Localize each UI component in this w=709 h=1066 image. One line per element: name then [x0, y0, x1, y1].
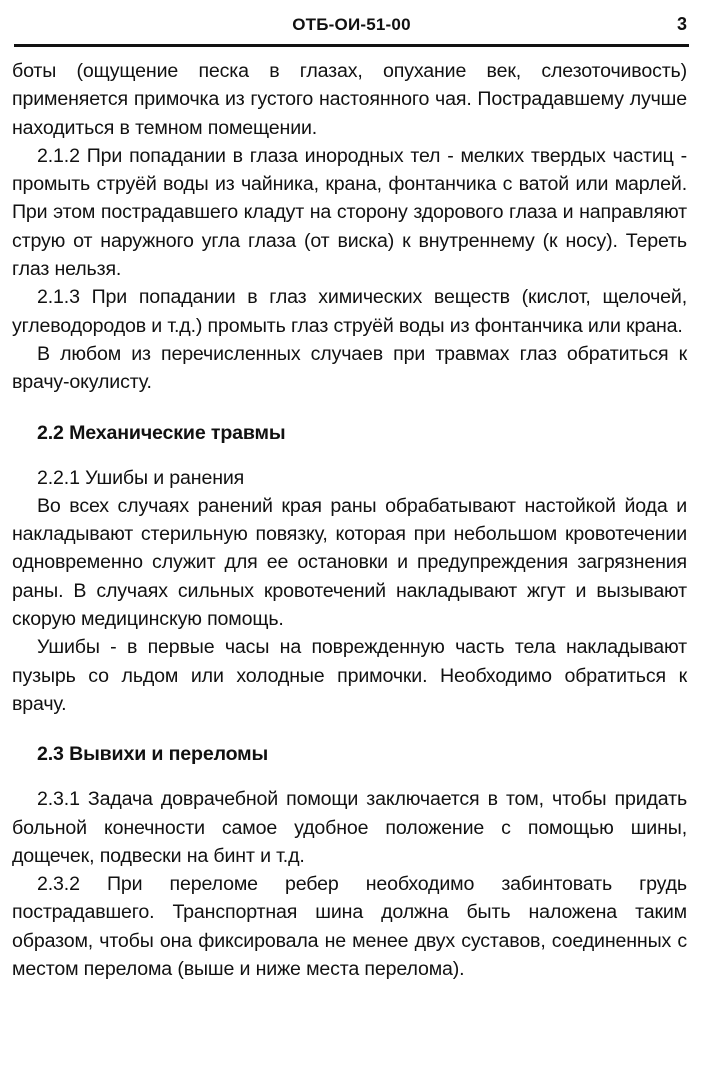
paragraph-2-3-2: 2.3.2 При переломе ребер необходимо забинтовать грудь пострадавшего. Транспортная шина должна быть наложена таким образом, чтобы она фиксировала не менее двух суставов, соединенных с местом перелома (выше и ниже места перелома).: [12, 873, 687, 981]
page-number: 3: [676, 14, 687, 34]
paragraph-wounds: Во всех случаях ранений края раны обрабатывают настойкой йода и накладывают стерильную повязку, которая при небольшом кровотечении одновременно служит для ее остановки и предупреждения загрязнения раны. В случаях сильных кровотечений накладывают жгут и вызывают скорую медицинскую помощь.: [12, 494, 687, 631]
section-heading-2-3: 2.3 Вывихи и переломы: [37, 743, 269, 766]
section-heading-2-2: 2.2 Механические травмы: [37, 421, 286, 444]
paragraph-eye-doctor: В любом из перечисленных случаев при травмах глаз обратиться к врачу-окулисту.: [12, 342, 687, 394]
document-body: [12, 57, 687, 983]
paragraph-2-3-1: 2.3.1 Задача доврачебной помощи заключается в том, чтобы придать больной конечности самое удобное положение с помощью шины, дощечек, подвески на бинт и т.д.: [12, 788, 687, 867]
paragraph-2-1-3: 2.1.3 При попадании в глаз химических веществ (кислот, щелочей, углеводородов и т.д.) промыть глаз струёй воды из фонтанчика или крана.: [12, 286, 687, 337]
document-code: ОТБ-ОИ-51-00: [292, 15, 411, 34]
paragraph-bruises: Ушибы - в первые часы на поврежденную часть тела накладывают пузырь со льдом или холодные примочки. Необходимо обратиться к врачу.: [12, 636, 687, 715]
paragraph-eye-irritation: боты (ощущение песка в глазах, опухание век, слезоточивость) применяется примочка из густого настоянного чая. Пострадавшему лучше находиться в темном помещении.: [12, 60, 687, 139]
page-header: [14, 0, 689, 47]
subsection-heading-2-2-1: 2.2.1 Ушибы и ранения: [37, 466, 245, 489]
paragraph-2-1-2: 2.1.2 При попадании в глаза инородных тел - мелких твердых частиц - промыть струёй воды из чайника, крана, фонтанчика с ватой или марлей. При этом пострадавшего кладут на сторону здорового глаза и направляют струю от наружного угла глаза (от виска) к внутреннему (к носу). Тереть глаз нельзя.: [12, 144, 687, 281]
